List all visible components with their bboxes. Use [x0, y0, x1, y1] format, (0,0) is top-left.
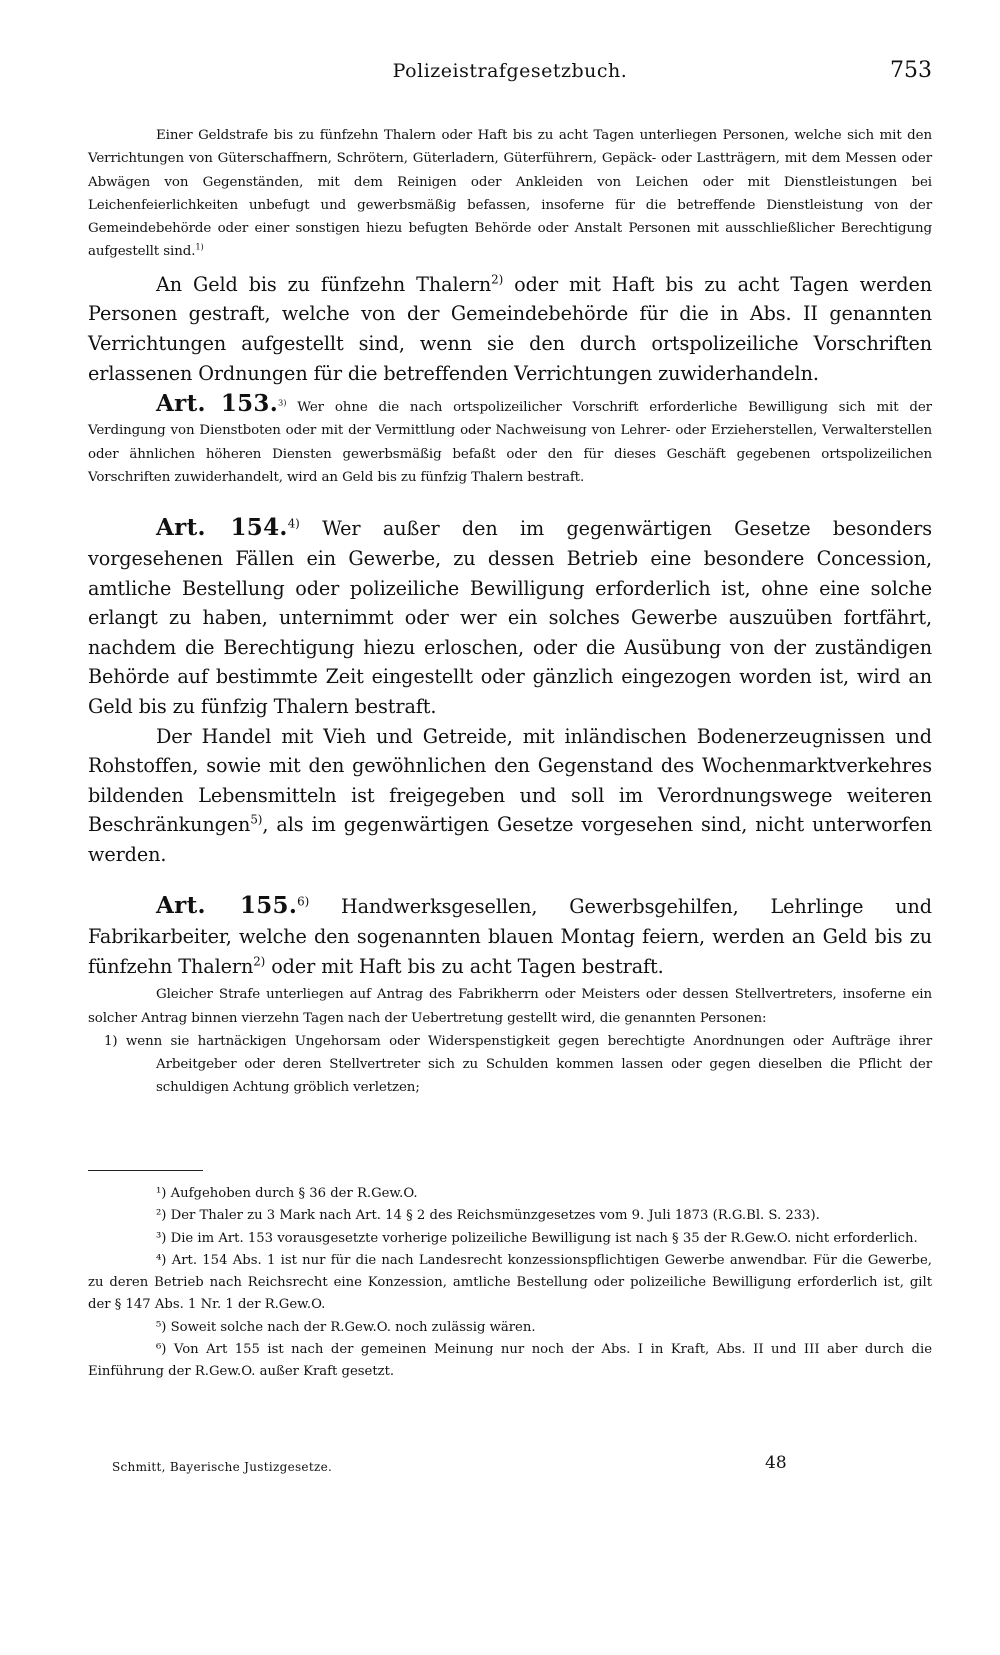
text-fragment: oder mit Haft bis zu acht Tagen werden Personen gestraft, welche von der Gemeindebehörde für die in Abs. II genannten Verrichtungen aufgestellt sind, wenn sie den durch ortspolizeiliche Vorschriften erlassenen Ordnungen für die betreffenden Verrichtungen zuwiderhandeln. [88, 272, 932, 385]
footnote-ref: 5) [250, 812, 263, 827]
article-label: Art. 154. [156, 514, 288, 542]
running-title: Polizeistrafgesetzbuch. [392, 60, 628, 82]
article-text: Wer ohne die nach ortspolizeilicher Vorschrift erforderliche Bewilligung sich mit der Verdingung von Dienstboten oder mit der Vermittlung oder Nachweisung von Lehrer- oder Erzieherstellen, Verwalterstellen oder ähnlichen höheren Diensten gewerbsmäßig befaßt oder den für dieses Geschäft gegebenen ortspolizeilichen Vorschriften zuwiderhandelt, wird an Geld bis zu fünfzig Thalern bestraft. [88, 400, 932, 486]
sheet-signature: 48 [765, 1453, 787, 1473]
footnote-ref: 6) [297, 895, 310, 910]
footnote-ref: 3) [278, 397, 287, 408]
article-154-paragraph-2 [88, 722, 932, 870]
article-155-paragraph-2: Gleicher Strafe unterliegen auf Antrag des Fabrikherrn oder Meisters oder dessen Stellvertreters, insoferne ein solcher Antrag binnen vierzehn Tagen nach der Uebertretung gestellt wird, die genannten Personen: [88, 987, 932, 1026]
article-text: Wer außer den im gegenwärtigen Gesetze besonders vorgesehenen Fällen ein Gewerbe, zu dessen Betrieb eine besondere Concession, amtliche Bestellung oder polizeiliche Bewilligung erforderlich ist, ohne eine solche erlangt zu haben, unternimmt oder wer ein solches Gewerbe auszuüben fortfährt, nachdem die Berechtigung hiezu erloschen, oder die Ausübung von der zuständigen Behörde auf bestimmte Zeit eingestellt oder gänzlich eingezogen worden ist, wird an Geld bis zu fünfzig Thalern bestraft. [88, 517, 932, 718]
footnote-separator [88, 1170, 203, 1171]
article-label: Art. 153. [156, 390, 279, 418]
article-153 [88, 392, 932, 489]
text-fragment: Der Handel mit Vieh und Getreide, mit inländischen Bodenerzeugnissen und Rohstoffen, sowie mit den gewöhnlichen den Gegenstand des Wochenmarktverkehres bildenden Lebensmitteln ist freigegeben und soll im Verordnungswege weiteren Beschränkungen [88, 724, 932, 837]
footnote-6: ⁶) Von Art 155 ist nach der gemeinen Meinung nur noch der Abs. I in Kraft, Abs. II und III aber durch die Einführung der R.Gew.O. außer Kraft gesetzt. [88, 1342, 932, 1380]
footnote-5: ⁵) Soweit solche nach der R.Gew.O. noch zulässig wären. [156, 1319, 536, 1335]
footnote-ref: 1) [195, 242, 204, 253]
footnotes [88, 1183, 932, 1384]
footnote-2: ²) Der Thaler zu 3 Mark nach Art. 14 § 2 des Reichsmünzgesetzes vom 9. Juli 1873 (R.G.Bl. S. 233). [156, 1208, 820, 1224]
text-fragment: oder mit Haft bis zu acht Tagen bestraft. [265, 954, 664, 978]
article-label: Art. 155. [156, 892, 298, 920]
footnote-4: ⁴) Art. 154 Abs. 1 ist nur für die nach Landesrecht konzessionspflichtigen Gewerbe anwendbar. Für die Gewerbe, zu deren Betrieb nach Reichsrecht eine Konzession, amtliche Bestellung oder polizeiliche Bewilligung erforderlich ist, gilt der § 147 Abs. 1 Nr. 1 der R.Gew.O. [88, 1252, 932, 1313]
book-title-footer: Schmitt, Bayerische Justizgesetze. [112, 1460, 333, 1474]
footnote-ref: 2) [253, 954, 266, 969]
article-155-item-1: 1) wenn sie hartnäckigen Ungehorsam oder Widerspenstigkeit gegen berechtigte Anordnungen oder Aufträge ihrer Arbeitgeber oder deren Stellvertreter sich zu Schulden kommen lassen oder gegen dieselben die Pflicht der schuldigen Achtung gröblich verletzen; [104, 1033, 932, 1096]
footnote-3: ³) Die im Art. 153 vorausgesetzte vorherige polizeiliche Bewilligung ist nach § 35 der R.Gew.O. nicht erforderlich. [156, 1230, 918, 1246]
page-number: 753 [890, 58, 932, 83]
main-text [88, 124, 932, 1100]
intro-text: Einer Geldstrafe bis zu fünfzehn Thalern oder Haft bis zu acht Tagen unterliegen Personen, welche sich mit den Verrichtungen von Güterschaffnern, Schrötern, Güterladern, Güterführern, Gepäck- oder Lastträgern, mit dem Messen oder Abwägen von Gegenständen, mit dem Reinigen oder Ankleiden von Leichen oder mit Dienstleistungen bei Leichenfeierlichkeiten unbefugt und gewerbsmäßig befassen, insoferne für die betreffende Dienstleistung von der Gemeindebehörde oder einer sonstigen hiezu befugten Behörde oder Anstalt Personen mit ausschließlicher Berechtigung aufgestellt sind. [88, 128, 932, 260]
text-fragment: Handwerksgesellen, Gewerbsgehilfen, Lehrlinge und Fabrikarbeiter, welche den sogenannten blauen Montag feiern, werden an Geld bis zu fünfzehn Thalern [88, 895, 932, 978]
page-header [88, 60, 932, 90]
text-fragment: , als im gegenwärtigen Gesetze vorgesehen sind, nicht unterworfen werden. [88, 813, 932, 866]
intro-paragraph [88, 124, 932, 264]
article-155 [88, 891, 932, 981]
article-154 [88, 513, 932, 721]
paragraph-art152-abs3 [88, 270, 932, 388]
text-fragment: An Geld bis zu fünfzehn Thalern [156, 272, 492, 296]
footnote-ref: 2) [491, 272, 504, 287]
footnote-ref: 4) [287, 516, 300, 531]
footnote-1: ¹) Aufgehoben durch § 36 der R.Gew.O. [156, 1186, 418, 1201]
